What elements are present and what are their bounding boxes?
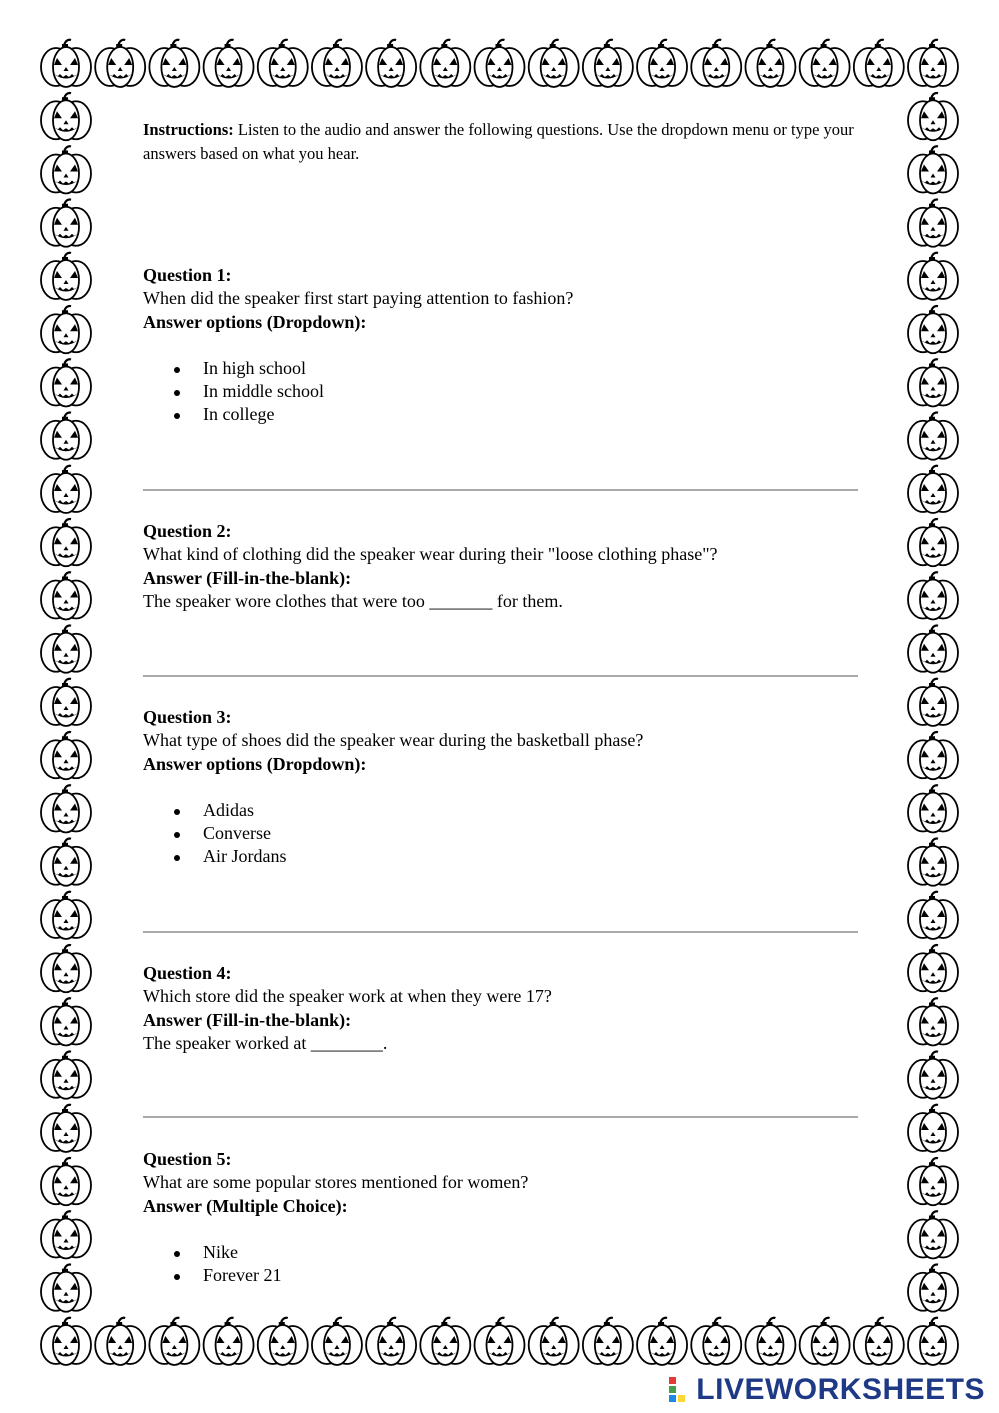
question-prompt: Which store did the speaker work at when they were 17? (143, 986, 552, 1007)
jack-o-lantern-icon (41, 93, 91, 140)
jack-o-lantern-icon (908, 732, 958, 779)
jack-o-lantern-icon (41, 519, 91, 566)
jack-o-lantern-icon (95, 40, 145, 87)
jack-o-lantern-icon (908, 1105, 958, 1152)
question-2 (143, 520, 858, 613)
liveworksheets-brand: LIVEWORKSHEETS (696, 1373, 985, 1406)
jack-o-lantern-icon (908, 93, 958, 140)
jack-o-lantern-icon (908, 1318, 958, 1365)
answer-options-list (143, 357, 858, 427)
jack-o-lantern-icon (41, 1105, 91, 1152)
jack-o-lantern-icon (745, 1318, 795, 1365)
jack-o-lantern-icon (908, 998, 958, 1045)
jack-o-lantern-icon (908, 306, 958, 353)
jack-o-lantern-icon (529, 40, 579, 87)
jack-o-lantern-icon (908, 40, 958, 87)
liveworksheets-logo (668, 1373, 985, 1407)
jack-o-lantern-icon (854, 40, 904, 87)
section-divider (143, 489, 858, 491)
jack-o-lantern-icon (41, 1158, 91, 1205)
question-prompt: What kind of clothing did the speaker wear during their "loose clothing phase"? (143, 544, 718, 565)
answer-option[interactable]: Converse (143, 822, 858, 845)
jack-o-lantern-icon (41, 945, 91, 992)
question-1 (143, 264, 858, 427)
jack-o-lantern-icon (745, 40, 795, 87)
jack-o-lantern-icon (908, 200, 958, 247)
answer-label: Answer options (Dropdown): (143, 311, 367, 332)
jack-o-lantern-icon (908, 359, 958, 406)
jack-o-lantern-icon (691, 1318, 741, 1365)
question-heading: Question 1: (143, 265, 232, 285)
question-heading: Question 2: (143, 521, 232, 541)
jack-o-lantern-icon (908, 1265, 958, 1312)
jack-o-lantern-icon (41, 466, 91, 513)
jack-o-lantern-icon (908, 892, 958, 939)
instructions (143, 118, 855, 166)
jack-o-lantern-icon (908, 1158, 958, 1205)
jack-o-lantern-icon (41, 40, 91, 87)
jack-o-lantern-icon (41, 359, 91, 406)
question-3 (143, 706, 858, 869)
question-5 (143, 1148, 858, 1287)
jack-o-lantern-icon (908, 466, 958, 513)
jack-o-lantern-icon (41, 1318, 91, 1365)
answer-option[interactable]: Adidas (143, 799, 858, 822)
jack-o-lantern-icon (908, 1211, 958, 1258)
section-divider (143, 675, 858, 677)
jack-o-lantern-icon (312, 40, 362, 87)
jack-o-lantern-icon (41, 572, 91, 619)
answer-option[interactable]: Air Jordans (143, 845, 858, 868)
jack-o-lantern-icon (41, 146, 91, 193)
jack-o-lantern-icon (475, 40, 525, 87)
jack-o-lantern-icon (366, 40, 416, 87)
section-divider (143, 931, 858, 933)
question-prompt: What are some popular stores mentioned for women? (143, 1172, 529, 1193)
answer-label: Answer options (Dropdown): (143, 753, 367, 774)
jack-o-lantern-icon (475, 1318, 525, 1365)
jack-o-lantern-icon (420, 1318, 470, 1365)
answer-options-list (143, 799, 858, 869)
answer-option[interactable]: In college (143, 403, 858, 426)
question-heading: Question 4: (143, 963, 232, 983)
jack-o-lantern-icon (908, 679, 958, 726)
jack-o-lantern-icon (41, 413, 91, 460)
answer-option[interactable]: In middle school (143, 380, 858, 403)
jack-o-lantern-icon (41, 626, 91, 673)
jack-o-lantern-icon (41, 1211, 91, 1258)
jack-o-lantern-icon (637, 40, 687, 87)
answer-option[interactable]: Nike (143, 1241, 858, 1264)
jack-o-lantern-icon (908, 945, 958, 992)
jack-o-lantern-icon (637, 1318, 687, 1365)
question-heading: Question 5: (143, 1149, 232, 1169)
jack-o-lantern-icon (908, 785, 958, 832)
jack-o-lantern-icon (258, 40, 308, 87)
jack-o-lantern-icon (908, 626, 958, 673)
answer-label: Answer (Fill-in-the-blank): (143, 567, 352, 588)
answer-option[interactable]: Forever 21 (143, 1264, 858, 1287)
section-divider (143, 1116, 858, 1118)
jack-o-lantern-icon (366, 1318, 416, 1365)
jack-o-lantern-icon (800, 40, 850, 87)
jack-o-lantern-icon (908, 146, 958, 193)
jack-o-lantern-icon (41, 998, 91, 1045)
answer-option[interactable]: In high school (143, 357, 858, 380)
jack-o-lantern-icon (149, 40, 199, 87)
jack-o-lantern-icon (41, 892, 91, 939)
liveworksheets-logo-icon (668, 1376, 692, 1404)
jack-o-lantern-icon (691, 40, 741, 87)
jack-o-lantern-icon (41, 253, 91, 300)
jack-o-lantern-icon (908, 839, 958, 886)
jack-o-lantern-icon (583, 40, 633, 87)
instructions-text: Listen to the audio and answer the following questions. Use the dropdown menu or type your answers based on what you hear. (143, 120, 854, 163)
jack-o-lantern-icon (204, 40, 254, 87)
jack-o-lantern-icon (800, 1318, 850, 1365)
jack-o-lantern-icon (41, 1052, 91, 1099)
jack-o-lantern-icon (41, 785, 91, 832)
jack-o-lantern-icon (420, 40, 470, 87)
answer-label: Answer (Multiple Choice): (143, 1195, 348, 1216)
fill-in-blank-sentence[interactable]: The speaker worked at ________. (143, 1032, 388, 1053)
jack-o-lantern-icon (908, 572, 958, 619)
jack-o-lantern-icon (529, 1318, 579, 1365)
question-prompt: When did the speaker first start paying attention to fashion? (143, 288, 574, 309)
jack-o-lantern-icon (908, 413, 958, 460)
answer-options-list (143, 1241, 858, 1288)
jack-o-lantern-icon (41, 732, 91, 779)
jack-o-lantern-icon (149, 1318, 199, 1365)
jack-o-lantern-icon (258, 1318, 308, 1365)
jack-o-lantern-icon (41, 200, 91, 247)
answer-label: Answer (Fill-in-the-blank): (143, 1009, 352, 1030)
jack-o-lantern-icon (204, 1318, 254, 1365)
question-heading: Question 3: (143, 707, 232, 727)
jack-o-lantern-icon (854, 1318, 904, 1365)
jack-o-lantern-icon (41, 839, 91, 886)
jack-o-lantern-icon (908, 253, 958, 300)
jack-o-lantern-icon (583, 1318, 633, 1365)
fill-in-blank-sentence[interactable]: The speaker wore clothes that were too _______ for them. (143, 590, 563, 611)
jack-o-lantern-icon (41, 306, 91, 353)
question-4 (143, 962, 858, 1055)
question-prompt: What type of shoes did the speaker wear during the basketball phase? (143, 730, 644, 751)
jack-o-lantern-icon (41, 1265, 91, 1312)
jack-o-lantern-icon (312, 1318, 362, 1365)
jack-o-lantern-icon (95, 1318, 145, 1365)
jack-o-lantern-icon (908, 519, 958, 566)
jack-o-lantern-icon (908, 1052, 958, 1099)
jack-o-lantern-icon (41, 679, 91, 726)
instructions-label: Instructions: (143, 120, 234, 139)
